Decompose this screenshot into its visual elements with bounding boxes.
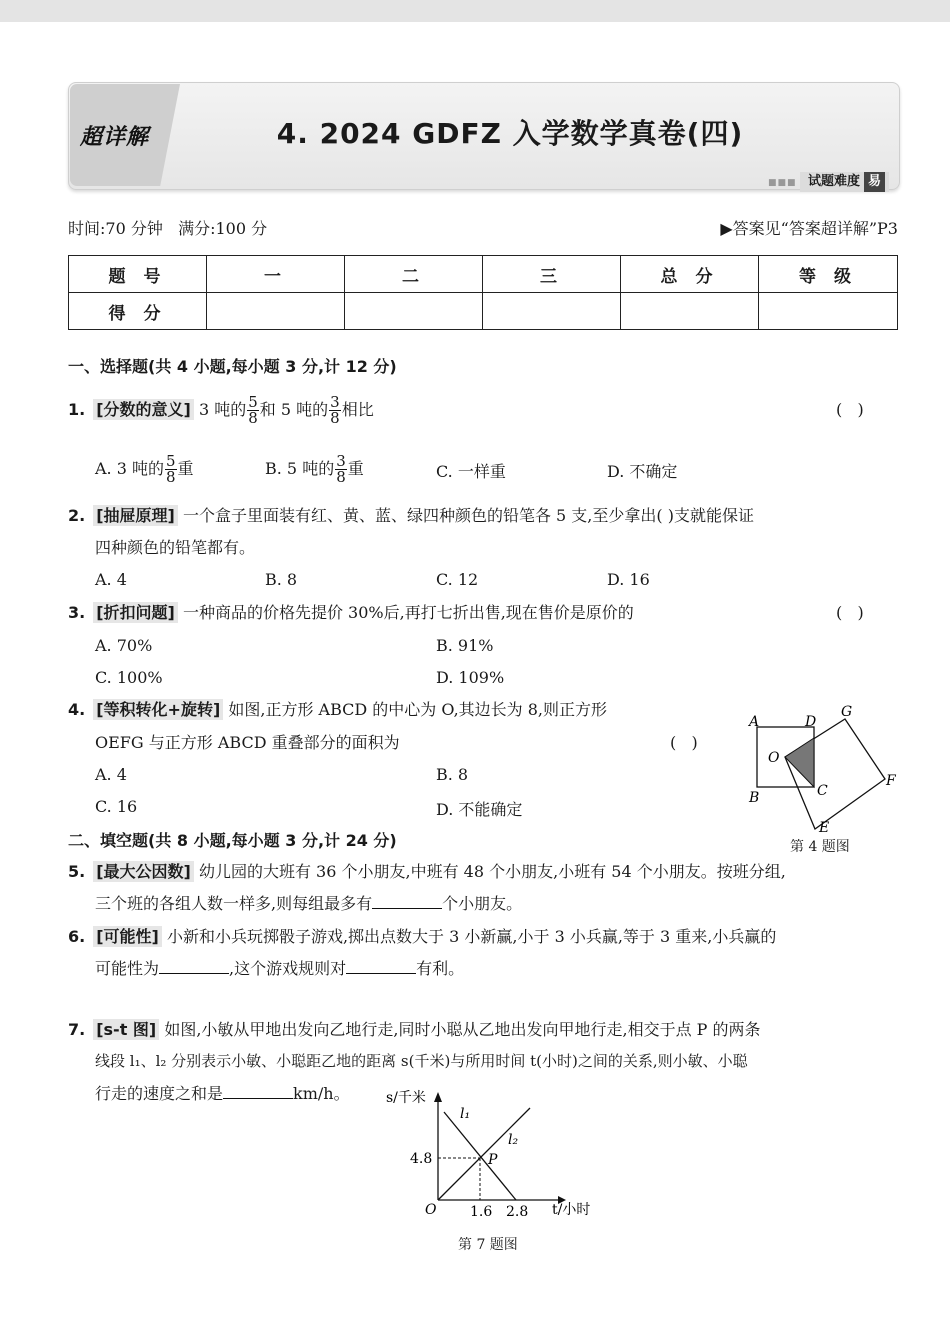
question-number: 1. [68, 400, 86, 419]
question-tag: [抽屉原理] [93, 505, 178, 526]
option-a[interactable]: A. 4 [95, 570, 127, 589]
fraction: $\frac{3}{8}$ [336, 452, 346, 486]
stem-text: 3 吨的 [198, 400, 247, 419]
question-5 [68, 856, 898, 887]
option-b[interactable]: B. 5 吨的 $\frac{3}{8}$ 重 [265, 452, 364, 486]
answer-paren[interactable]: ( ) [836, 603, 864, 622]
score-table [68, 255, 898, 330]
question-tag: [最大公因数] [93, 861, 194, 882]
table-cell: 三 [483, 256, 621, 293]
answer-paren[interactable]: ( ) [670, 733, 698, 752]
y-axis-label: s/千米 [386, 1090, 426, 1106]
score-input-cell[interactable] [759, 293, 898, 330]
option-c[interactable]: C. 一样重 [436, 462, 506, 481]
option-b[interactable]: B. 91% [436, 636, 494, 655]
question-number: 3. [68, 603, 86, 622]
question-tag: [分数的意义] [93, 399, 194, 420]
point-label-g: G [841, 704, 853, 720]
stem-text: 小新和小兵玩掷骰子游戏,掷出点数大于 3 小新赢,小于 3 小兵赢,等于 3 重来,小兵赢的 [166, 927, 777, 946]
stem-text: 幼儿园的大班有 36 个小朋友,中班有 48 个小朋友,小班有 54 个小朋友。按班分组, [198, 862, 786, 881]
stem-text: 线段 l₁、l₂ 分别表示小敏、小聪距乙地的距离 s(千米)与所用时间 t(小时)之间的关系,则小敏、小聪 [95, 1052, 748, 1070]
question-tag: [等积转化+旋转] [93, 699, 223, 720]
question-number: 7. [68, 1020, 86, 1039]
square-oefg [785, 719, 885, 829]
option-c[interactable]: C. 100% [95, 668, 163, 687]
question-tag: [s-t 图] [93, 1019, 159, 1040]
fraction: $\frac{5}{8}$ [248, 393, 258, 427]
x-axis-label: t/小时 [552, 1202, 591, 1218]
score-input-cell[interactable] [207, 293, 345, 330]
option-d[interactable]: D. 109% [436, 668, 505, 687]
stem-text: 一个盒子里面装有红、黄、蓝、绿四种颜色的铅笔各 5 支,至少拿出( )支就能保证 [182, 506, 754, 525]
point-label-c: C [817, 783, 828, 799]
overlap-region [785, 738, 814, 787]
difficulty-badge [800, 172, 889, 192]
line-l1 [444, 1112, 519, 1200]
fraction: $\frac{5}{8}$ [166, 452, 176, 486]
point-label-d: D [805, 714, 817, 730]
table-cell: 等 级 [759, 256, 898, 293]
answer-paren[interactable]: ( ) [836, 400, 864, 419]
score-input-cell[interactable] [621, 293, 759, 330]
question-6 [68, 921, 898, 952]
table-cell: 题 号 [69, 256, 207, 293]
section-heading-2: 二、填空题(共 8 小题,每小题 3 分,计 24 分) [68, 831, 397, 850]
x-tick-label: 2.8 [506, 1204, 529, 1220]
question-5-line2: 三个班的各组人数一样多,则每组最多有 个小朋友。 [95, 888, 522, 919]
option-c[interactable]: C. 12 [436, 570, 479, 589]
question-number: 2. [68, 506, 86, 525]
time-score-info: 时间:70 分钟 满分:100 分 [68, 219, 268, 238]
question-7 [68, 1014, 898, 1045]
stem-text: 相比 [341, 400, 374, 419]
score-input-cell[interactable] [345, 293, 483, 330]
y-axis-arrow [434, 1092, 442, 1102]
logo-text: 超详解 [80, 125, 150, 150]
table-cell: 总 分 [621, 256, 759, 293]
answer-blank[interactable] [159, 955, 229, 974]
option-b[interactable]: B. 8 [436, 765, 469, 784]
table-cell: 二 [345, 256, 483, 293]
line-label-l1: l₁ [460, 1106, 471, 1122]
top-gray-strip [0, 0, 950, 22]
origin-label: O [425, 1202, 437, 1218]
line-label-l2: l₂ [508, 1132, 519, 1148]
option-d[interactable]: D. 不能确定 [436, 800, 523, 819]
stem-text: 四种颜色的铅笔都有。 [95, 538, 256, 557]
stem-text: 一种商品的价格先提价 30%后,再打七折出售,现在售价是原价的 [182, 603, 634, 622]
difficulty-label: 试题难度 [808, 174, 861, 189]
score-table-header [69, 256, 898, 293]
table-cell: 得 分 [69, 293, 207, 330]
option-a[interactable]: A. 3 吨的 $\frac{5}{8}$ 重 [95, 452, 194, 486]
option-c[interactable]: C. 16 [95, 797, 138, 816]
score-table-row [69, 293, 898, 330]
fraction: $\frac{3}{8}$ [330, 393, 340, 427]
option-d[interactable]: D. 不确定 [607, 462, 678, 481]
question-3 [68, 597, 828, 628]
point-label-f: F [886, 773, 896, 789]
question-1 [68, 394, 898, 426]
x-tick-label: 1.6 [470, 1204, 493, 1220]
question-2 [68, 500, 898, 531]
q7-figure-caption: 第 7 题图 [458, 1237, 518, 1253]
question-number: 5. [68, 862, 86, 881]
question-4 [68, 694, 748, 725]
point-label-e: E [819, 820, 830, 836]
score-input-cell[interactable] [483, 293, 621, 330]
stem-text: 如图,正方形 ABCD 的中心为 O,其边长为 8,则正方形 [228, 700, 608, 719]
y-tick-label: 4.8 [410, 1151, 433, 1167]
option-d[interactable]: D. 16 [607, 570, 650, 589]
section-heading-1: 一、选择题(共 4 小题,每小题 3 分,计 12 分) [68, 357, 397, 376]
question-tag: [可能性] [93, 926, 162, 947]
point-label-a: A [749, 714, 760, 730]
stem-text: 和 5 吨的 [259, 400, 329, 419]
question-number: 6. [68, 927, 86, 946]
option-b[interactable]: B. 8 [265, 570, 298, 589]
answer-blank[interactable] [346, 955, 416, 974]
difficulty-dots: ■■■ [768, 178, 797, 188]
point-label-p: P [488, 1152, 498, 1168]
q7-st-graph [380, 1082, 620, 1222]
point-label-o: O [768, 750, 780, 766]
page-title: 4. 2024 GDFZ 入学数学真卷(四) [276, 117, 744, 150]
difficulty-level: 易 [864, 172, 885, 192]
question-7-line3: 行走的速度之和是 km/h。 [95, 1078, 350, 1109]
table-cell: 一 [207, 256, 345, 293]
q4-figure-caption: 第 4 题图 [790, 839, 850, 855]
question-6-line2: 可能性为 ,这个游戏规则对 有利。 [95, 953, 464, 984]
question-tag: [折扣问题] [93, 602, 178, 623]
q4-figure [745, 700, 905, 840]
answer-blank[interactable] [223, 1080, 293, 1099]
option-a[interactable]: A. 4 [95, 765, 127, 784]
answer-blank[interactable] [372, 890, 442, 909]
answer-reference: ▶答案见“答案超详解”P3 [720, 219, 898, 238]
option-a[interactable]: A. 70% [95, 636, 153, 655]
point-label-b: B [749, 790, 760, 806]
stem-text: 如图,小敏从甲地出发向乙地行走,同时小聪从乙地出发向甲地行走,相交于点 P 的两条 [164, 1020, 761, 1039]
stem-text: OEFG 与正方形 ABCD 重叠部分的面积为 [95, 733, 400, 752]
question-number: 4. [68, 700, 86, 719]
